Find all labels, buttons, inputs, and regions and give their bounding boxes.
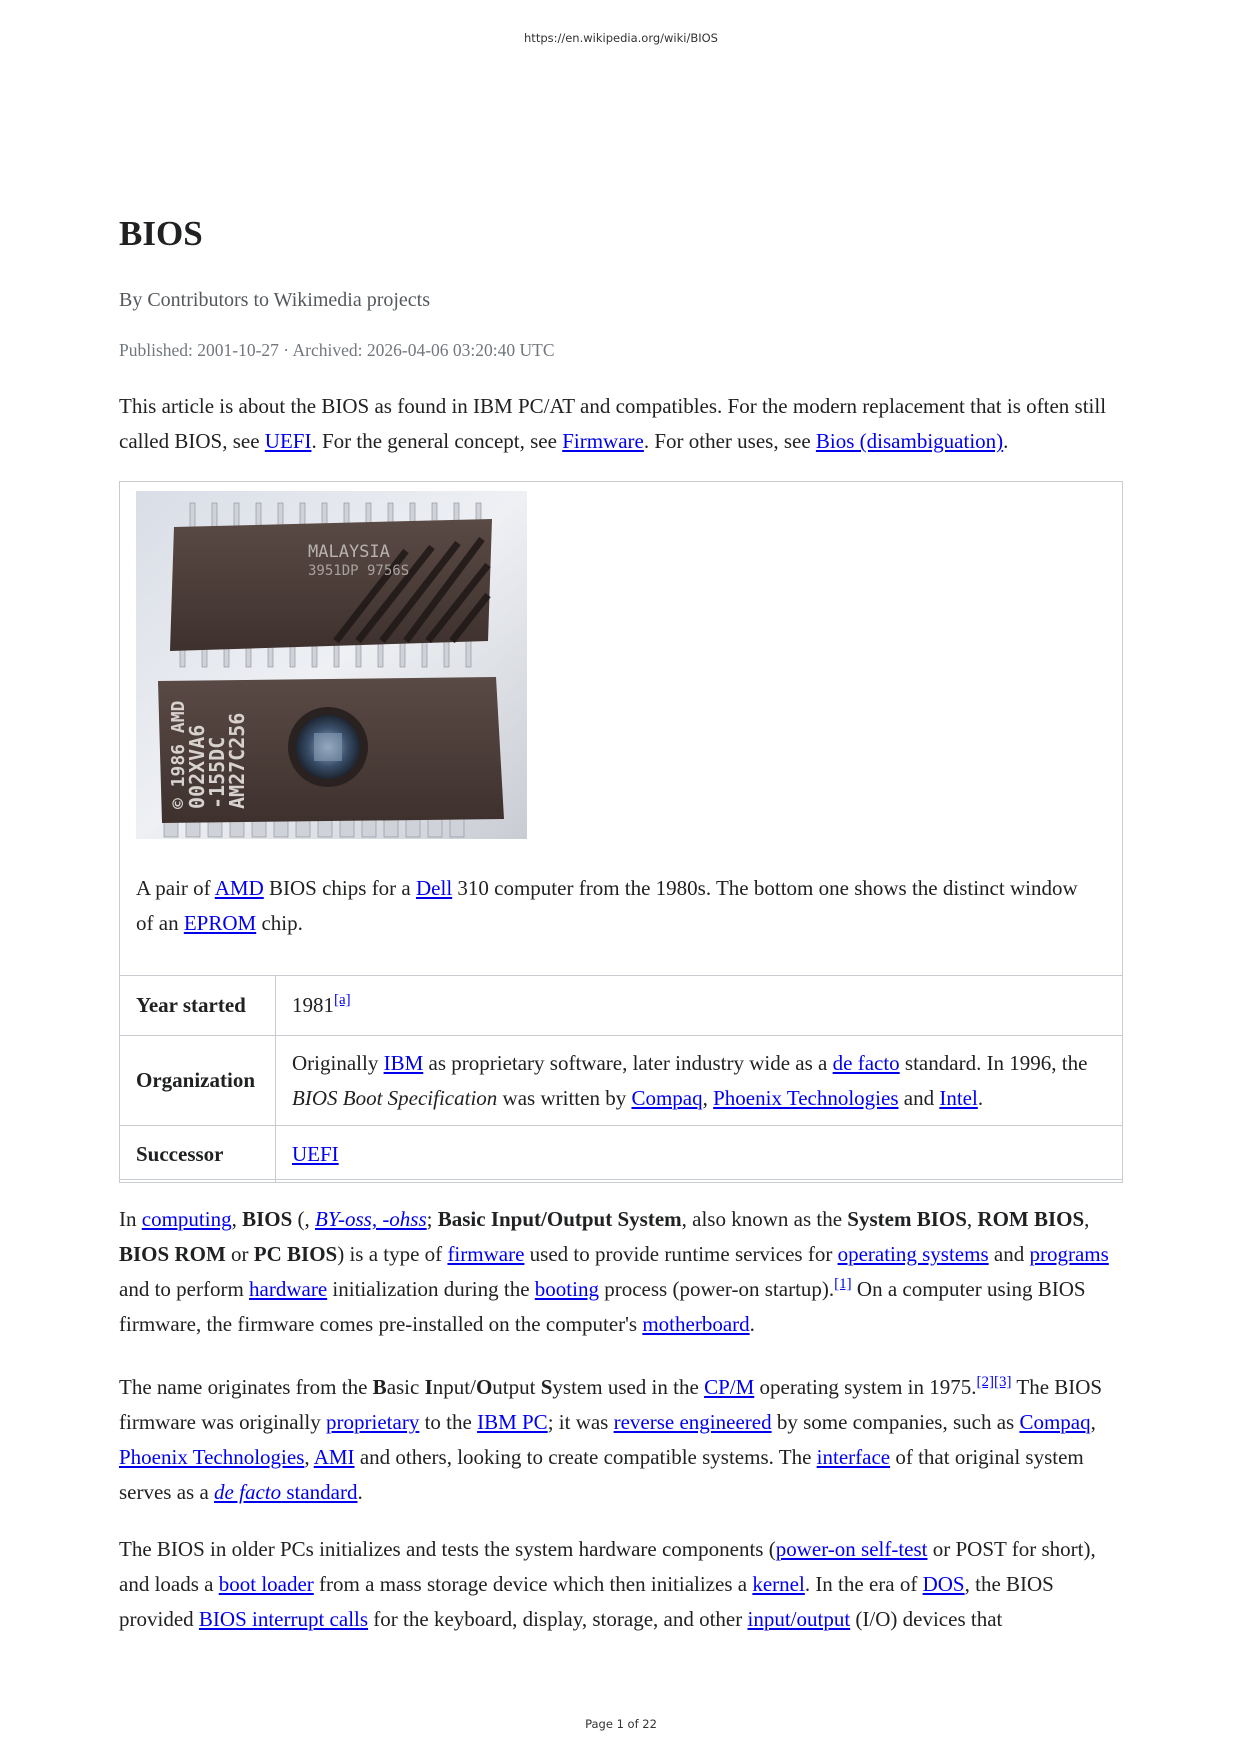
link-bios-interrupt-calls[interactable]: BIOS interrupt calls [198,1607,369,1631]
link-firmware-2[interactable]: firmware [447,1242,525,1266]
top-chip [170,519,492,651]
link-dos[interactable]: DOS [922,1572,965,1596]
svg-text:002XVA6: 002XVA6 [185,724,209,809]
link-ibm[interactable]: IBM [383,1050,424,1075]
link-de-facto-standard[interactable]: de facto standard [214,1480,358,1504]
svg-text:-155DC: -155DC [205,736,229,809]
organization-label: Organization [120,1036,276,1126]
year-started-label: Year started [120,976,276,1036]
byline: By Contributors to Wikimedia projects [119,289,431,311]
hatnote: This article is about the BIOS as found in IBM PC/AT and compatibles. For the modern replacement that is often still called BIOS, see UEFI. For the general concept, see Firmware. For other uses, see Bios (disambiguation). [119,394,1107,453]
bottom-chip [158,677,504,823]
link-proprietary[interactable]: proprietary [326,1410,420,1434]
svg-text:3951DP 9756S: 3951DP 9756S [308,563,410,579]
link-input-output[interactable]: input/output [747,1607,851,1631]
citation-1[interactable]: [1] [834,1276,852,1292]
link-post[interactable]: power-on self-test [775,1537,928,1561]
paragraph-name-origin: The name originates from the Basic Input/Output System used in the CP/M operating system in 1975.[2][3] The BIOS firmware was originally proprietary to the IBM PC; it was reverse engineered by some companies, such as Compaq, Phoenix Technologies, AMI and others, looking to create compatible systems. The interface of that original system serves as a de facto standard. [119,1374,1103,1504]
link-bios-disambiguation[interactable]: Bios (disambiguation) [815,429,1004,453]
link-eprom[interactable]: EPROM [183,911,257,935]
year-started-value: 1981[a] [276,976,1123,1036]
link-computing[interactable]: computing [141,1207,232,1231]
publish-date: Published: 2001-10-27 · Archived: 2026-04-06 03:20:40 UTC [119,340,555,360]
link-ibm-pc[interactable]: IBM PC [477,1410,548,1434]
link-cpm[interactable]: CP/M [704,1375,755,1399]
organization-value: Originally IBM as proprietary software, later industry wide as a de facto standard. In 1996, the BIOS Boot Specification was written by Compaq, Phoenix Technologies and Intel. [276,1036,1123,1126]
citation-2[interactable]: [2] [976,1374,994,1390]
successor-label: Successor [120,1126,276,1183]
link-boot-loader[interactable]: boot loader [218,1572,314,1596]
citation-3[interactable]: [3] [994,1374,1012,1390]
link-compaq[interactable]: Compaq [631,1085,703,1110]
link-uefi[interactable]: UEFI [264,429,312,453]
row-successor [120,1126,1123,1183]
link-kernel[interactable]: kernel [752,1572,805,1596]
successor-value [276,1126,1123,1183]
paragraph-post: The BIOS in older PCs initializes and tests the system hardware components (power-on self-test or POST for short), and loads a boot loader from a mass storage device which then initializes a kernel. In the era of DOS, the BIOS provided BIOS interrupt calls for the keyboard, display, storage, and other input/output (I/O) devices that [119,1537,1096,1631]
paragraph-intro: In computing, BIOS (, BY-oss, -ohss; Basic Input/Output System, also known as the System BIOS, ROM BIOS, BIOS ROM or PC BIOS) is a type of firmware used to provide runtime services for operating systems and programs and to perform hardware initialization during the booting process (power-on startup).[1] On a computer using BIOS firmware, the firmware comes pre-installed on the computer's motherboard. [119,1207,1109,1336]
link-hardware[interactable]: hardware [249,1277,328,1301]
link-programs[interactable]: programs [1029,1242,1109,1266]
page-title: BIOS [119,214,203,253]
link-intel[interactable]: Intel [939,1085,978,1110]
footnote-a[interactable]: [a] [334,992,351,1008]
link-operating-systems[interactable]: operating systems [837,1242,989,1266]
bios-chips-photo[interactable] [136,491,527,839]
link-firmware[interactable]: Firmware [562,429,644,453]
svg-text:AM27C256: AM27C256 [225,712,249,809]
link-reverse-engineered[interactable]: reverse engineered [613,1410,772,1434]
svg-text:© 1986 AMD: © 1986 AMD [168,700,189,809]
link-successor-uefi[interactable]: UEFI [292,1141,339,1166]
link-de-facto[interactable]: de facto [832,1050,900,1075]
link-booting[interactable]: booting [534,1277,599,1301]
row-year-started [120,976,1123,1036]
page-number: Page 1 of 22 [585,1717,657,1731]
row-organization [120,1036,1123,1126]
page-url: https://en.wikipedia.org/wiki/BIOS [524,31,718,45]
link-pronunciation[interactable]: BY-oss, -ohss [315,1207,427,1231]
infobox-table [119,975,1123,1183]
svg-text:MALAYSIA: MALAYSIA [308,542,390,562]
link-phoenix-2[interactable]: Phoenix Technologies [119,1445,305,1469]
link-ami[interactable]: AMI [313,1445,355,1469]
link-interface[interactable]: interface [816,1445,891,1469]
link-motherboard[interactable]: motherboard [642,1312,750,1336]
link-phoenix[interactable]: Phoenix Technologies [713,1085,899,1110]
infobox [119,481,1123,1180]
link-dell[interactable]: Dell [416,876,453,900]
image-caption: A pair of AMD BIOS chips for a Dell 310 computer from the 1980s. The bottom one shows the distinct window of an EPROM chip. [136,876,1078,935]
link-amd[interactable]: AMD [214,876,264,900]
link-compaq-2[interactable]: Compaq [1019,1410,1091,1434]
